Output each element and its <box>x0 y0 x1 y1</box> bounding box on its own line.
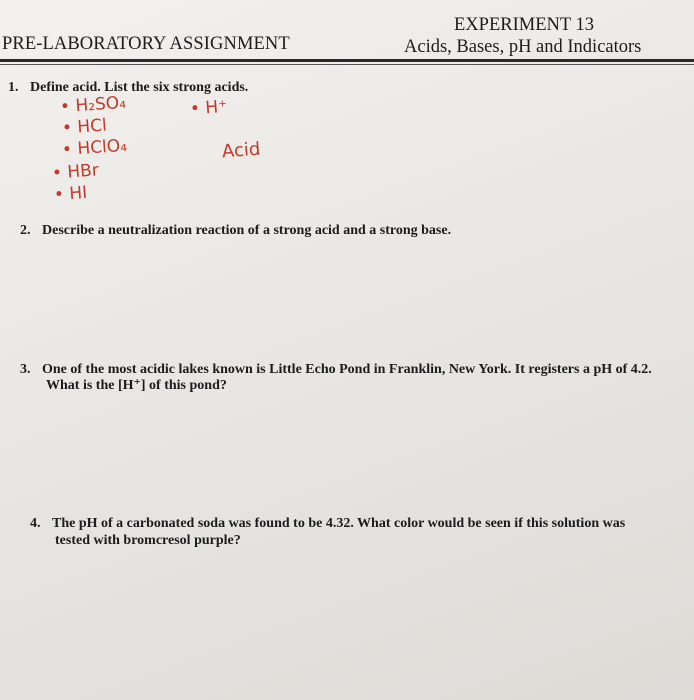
question-4-line-2: tested with bromcresol purple? <box>55 533 241 548</box>
handwritten-acid-h2so4: • H₂SO₄ <box>59 92 127 118</box>
question-2-text: Describe a neutralization reaction of a strong acid and a strong base. <box>42 223 452 238</box>
header-rule-thin <box>0 64 694 65</box>
handwritten-acid-word: Acid <box>221 138 262 163</box>
question-4-number: 4. <box>30 516 41 531</box>
question-3-number: 3. <box>20 362 31 377</box>
handwritten-acid-hbr: • HBr <box>51 160 100 184</box>
handwritten-acid-hclo4: • HClO₄ <box>61 135 128 161</box>
question-3 <box>20 361 652 378</box>
question-2 <box>20 222 451 239</box>
question-4-line-1: The pH of a carbonated soda was found to be 4.32. What color would be seen if this solution was <box>52 516 626 531</box>
question-3-line-2: What is the [H⁺] of this pond? <box>46 378 227 393</box>
header-rule <box>0 59 694 62</box>
question-3-line-1: One of the most acidic lakes known is Little Echo Pond in Franklin, New York. It registers a pH of 4.2. <box>42 362 652 377</box>
bleed-through-text <box>300 96 303 111</box>
question-1 <box>8 79 248 96</box>
handwritten-acid-hi: • HI <box>53 182 88 206</box>
experiment-title: Acids, Bases, pH and Indicators <box>404 37 642 57</box>
question-4 <box>30 515 625 532</box>
question-2-number: 2. <box>20 223 31 238</box>
handwritten-acid-hcl: • HCl <box>61 115 108 139</box>
question-1-text: Define acid. List the six strong acids. <box>30 80 249 95</box>
question-1-number: 1. <box>8 80 19 95</box>
assignment-title: PRE-LABORATORY ASSIGNMENT <box>2 34 290 54</box>
experiment-number: EXPERIMENT 13 <box>454 15 594 35</box>
handwritten-h-plus: • H⁺ <box>189 96 228 120</box>
